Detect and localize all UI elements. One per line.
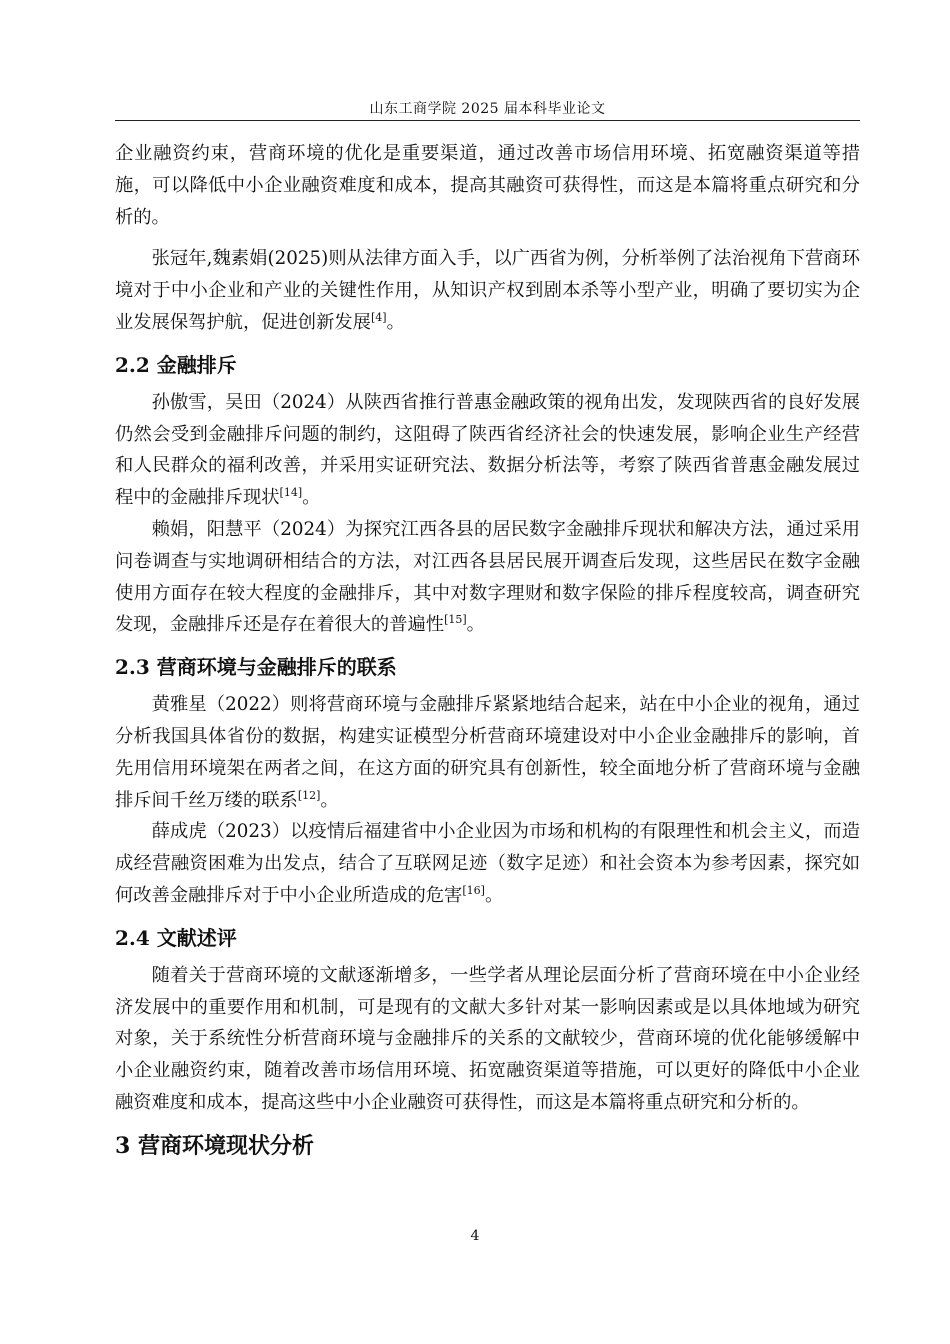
running-header: 山东工商学院 2025 届本科毕业论文 xyxy=(369,101,606,117)
citation: [12] xyxy=(297,788,321,802)
section-heading: 2.4 文献述评 xyxy=(115,925,237,950)
paragraph-continued: 企业融资约束，营商环境的优化是重要渠道，通过改善市场信用环境、拓宽融资渠道等措施，可以降低中小企业融资难度和成本，提高其融资可获得性，而这是本篇将重点研究和分析的。 xyxy=(115,143,860,228)
section-heading: 2.2 金融排斥 xyxy=(115,352,237,377)
citation: [14] xyxy=(279,486,303,500)
paragraph: 张冠年,魏素娟(2025)则从法律方面入手，以广西省为例，分析举例了法治视角下营商环境对于中小企业和产业的关键性作用，从知识产权到剧本杀等小型产业，明确了要切实为企业发展保驾护航，促进创新发展[4]。 xyxy=(115,248,860,333)
body-content xyxy=(115,138,860,1163)
header-divider xyxy=(115,120,860,121)
paragraph: 赖娟，阳慧平（2024）为探究江西各县的居民数字金融排斥现状和解决方法，通过采用问卷调查与实地调研相结合的方法，对江西各县居民展开调查后发现，这些居民在数字金融使用方面存在较大程度的金融排斥，其中对数字理财和数字保险的排斥程度较高，调查研究发现，金融排斥还是存在着很大的普遍性[15]。 xyxy=(115,518,860,636)
section-heading: 2.3 营商环境与金融排斥的联系 xyxy=(115,655,397,680)
paragraph: 随着关于营商环境的文献逐渐增多，一些学者从理论层面分析了营商环境在中小企业经济发展中的重要作用和机制，可是现有的文献大多针对某一影响因素或是以具体地域为研究对象，关于系统性分析营商环境与金融排斥的关系的文献较少，营商环境的优化能够缓解中小企业融资约束，随着改善市场信用环境、拓宽融资渠道等措施，可以更好的降低中小企业融资难度和成本，提高这些中小企业融资可获得性，而这是本篇将重点研究和分析的。 xyxy=(115,964,860,1113)
page-number: 4 xyxy=(470,1228,480,1244)
paragraph: 孙傲雪，吴田（2024）从陕西省推行普惠金融政策的视角出发，发现陕西省的良好发展仍然会受到金融排斥问题的制约，这阻碍了陕西省经济社会的快速发展，影响企业生产经营和人民群众的福利改善，并采用实证研究法、数据分析法等，考察了陕西省普惠金融发展过程中的金融排斥现状[14]。 xyxy=(115,391,860,509)
paragraph: 薛成虎（2023）以疫情后福建省中小企业因为市场和机构的有限理性和机会主义，而造成经营融资困难为出发点，结合了互联网足迹（数字足迹）和社会资本为参考因素，探究如何改善金融排斥对于中小企业所造成的危害[16]。 xyxy=(115,821,860,906)
citation: [16] xyxy=(462,883,485,897)
paragraph: 黄雅星（2022）则将营商环境与金融排斥紧紧地结合起来，站在中小企业的视角，通过分析我国具体省份的数据，构建实证模型分析营商环境建设对中小企业金融排斥的影响，首先用信用环境架在两者之间，在这方面的研究具有创新性，较全面地分析了营商环境与金融排斥间千丝万缕的联系[12]。 xyxy=(115,694,860,811)
citation: [4] xyxy=(370,310,387,324)
citation: [15] xyxy=(444,613,467,627)
chapter-heading: 3 营商环境现状分析 xyxy=(115,1132,314,1159)
